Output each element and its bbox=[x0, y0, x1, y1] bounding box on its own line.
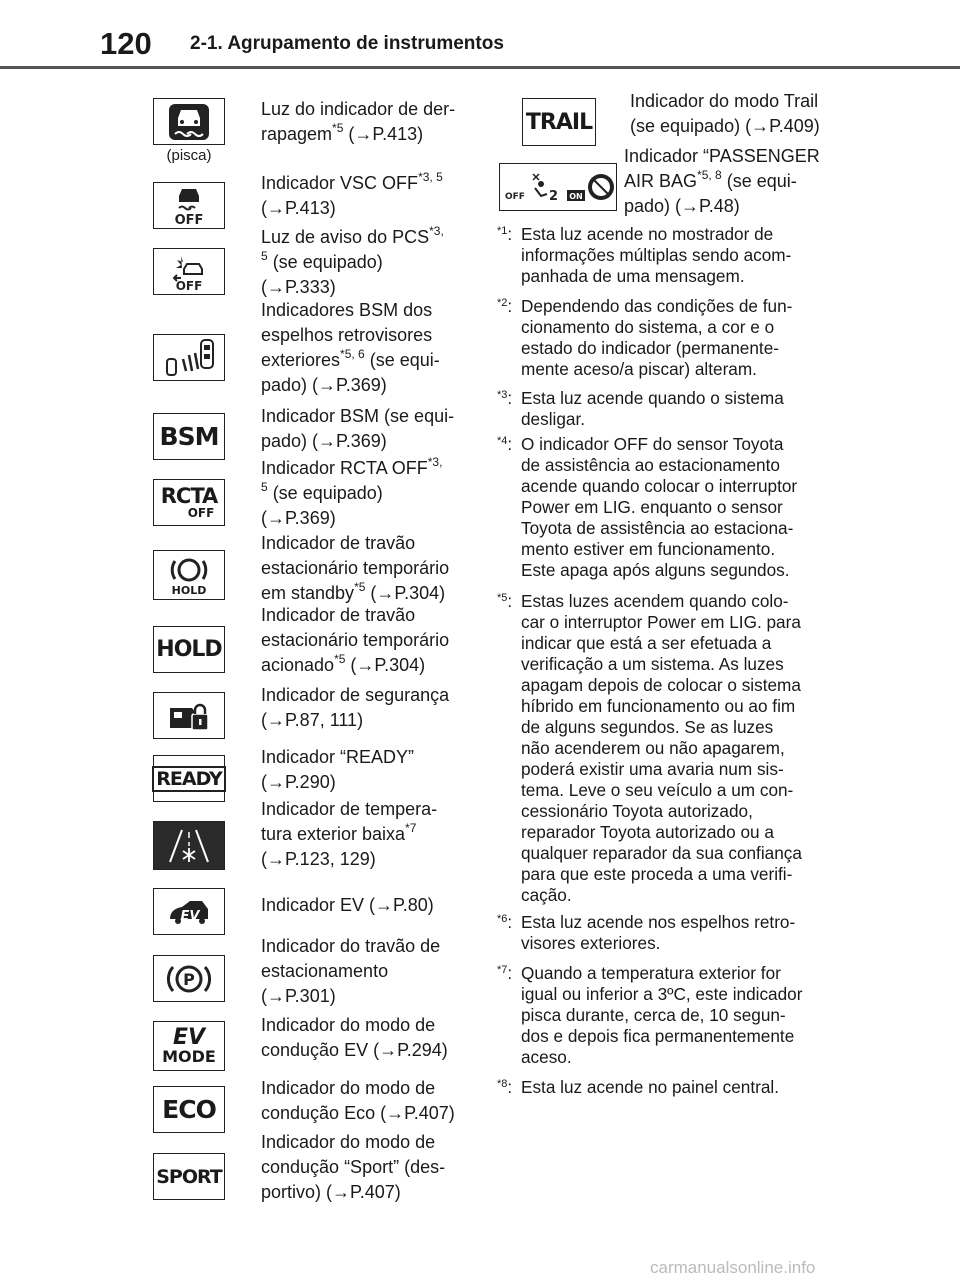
p-label: P bbox=[183, 969, 195, 989]
footnote-line: Toyota de assistência ao estaciona- bbox=[521, 518, 794, 538]
footnote-line: Dependendo das condições de fun- bbox=[521, 296, 793, 316]
item-text: Indicador RCTA $OFF^{*3,}$ $^5$ (se equipado) (→P.369) bbox=[261, 455, 443, 528]
footnote-line: acende quando colocar o interruptor bbox=[521, 476, 798, 496]
brake-hold-active-icon: HOLD bbox=[153, 626, 225, 673]
footnote-line: poderá existir uma avaria num sis- bbox=[521, 759, 784, 779]
ready-icon: READY bbox=[153, 755, 225, 802]
security-icon bbox=[153, 692, 225, 739]
item-text: Indicador de travão estacionário temporário acionado$^{*5}$ (→P.304) bbox=[261, 605, 450, 675]
airbag-on-label: ON bbox=[569, 192, 583, 201]
footnote-line: panhada de uma mensagem. bbox=[521, 266, 745, 286]
footnote-line: Esta luz acende no painel central. bbox=[521, 1077, 779, 1097]
footnote-line: verificação a um sistema. As luzes bbox=[521, 654, 784, 674]
footnote bbox=[497, 963, 837, 1068]
vsc-off-icon bbox=[153, 182, 225, 229]
footnote bbox=[497, 591, 837, 906]
item-text: Indicador do travão de estacionamento (→P.301) bbox=[261, 936, 441, 1006]
item-text: Luz de aviso do $PCS^{*3,}$ $^5$ (se equipado) (→P.333) bbox=[261, 224, 444, 297]
footnote-mark: $^{*1}$: bbox=[497, 224, 513, 244]
icon-caption: (pisca) bbox=[166, 147, 212, 164]
trail-mode-icon: TRAIL bbox=[522, 98, 596, 146]
footnote bbox=[497, 224, 837, 287]
section-title: 2-1. Agrupamento de instrumentos bbox=[190, 33, 504, 54]
bsm-icon: BSM bbox=[153, 413, 225, 460]
footnote-mark: $^{*2}$: bbox=[497, 296, 513, 316]
item-text: Indicador VSC OFF$^{*3, 5}$ (→P.413) bbox=[261, 170, 443, 218]
footnote-line: car o interruptor Power em LIG. para bbox=[521, 612, 801, 632]
footnote-mark: $^{*3}$: bbox=[497, 388, 513, 408]
item-text: Indicador EV (→P.80) bbox=[261, 895, 434, 915]
footnote bbox=[497, 912, 837, 954]
footnote-line: para que este proceda a uma verifi- bbox=[521, 864, 793, 884]
item-text: Indicador “PASSENGER AIR BAG$^{*5, 8}$ (se equi- pado) (→P.48) bbox=[624, 146, 820, 216]
skid-indicator-icon bbox=[153, 98, 225, 145]
footnote-mark: $^{*8}$: bbox=[497, 1077, 513, 1097]
brake-hold-standby-icon: HOLD bbox=[153, 550, 225, 600]
footnote-line: Esta luz acende quando o sistema bbox=[521, 388, 784, 408]
svg-text:OFF: OFF bbox=[174, 212, 204, 226]
header-rule bbox=[0, 66, 960, 69]
item-text: Indicador “READY” (→P.290) bbox=[261, 747, 415, 792]
ev-mode-icon: EV MODE bbox=[153, 1021, 225, 1071]
footnote bbox=[497, 296, 837, 380]
footnote-line: Power em LIG. enquanto o sensor bbox=[521, 497, 783, 517]
item-text: Luz do indicador de der- rapagem$^{*5}$ (→P.413) bbox=[261, 99, 456, 144]
parking-brake-icon bbox=[153, 955, 225, 1002]
footnote-mark: $^{*5}$: bbox=[497, 591, 513, 611]
footnote-line: informações múltiplas sendo acom- bbox=[521, 245, 792, 265]
footnote-line: Esta luz acende no mostrador de bbox=[521, 224, 774, 244]
item-text: Indicadores BSM dos espelhos retrovisores exteriores$^{*5, 6}$ (se equi- pado) (→P.369) bbox=[261, 300, 440, 395]
footnote-line: reparador Toyota autorizado ou a bbox=[521, 822, 774, 842]
page-header bbox=[0, 0, 960, 70]
airbag-2-label: 2 bbox=[549, 189, 559, 204]
footnote-line: igual ou inferior a 3ºC, este indicador bbox=[521, 984, 803, 1004]
item-text: Indicador de tempera- tura exterior baixa$^{*7}$ (→P.123, 129) bbox=[261, 799, 438, 869]
sport-mode-icon: SPORT bbox=[153, 1153, 225, 1200]
footnote-line: tema. Leve o seu veículo a um con- bbox=[521, 780, 794, 800]
ev-icon bbox=[153, 888, 225, 935]
footnote-line: Este apaga após alguns segundos. bbox=[521, 560, 790, 580]
footnote-line: Esta luz acende nos espelhos retro- bbox=[521, 912, 796, 932]
pcs-warning-icon bbox=[153, 248, 225, 295]
footnote-line: aceso. bbox=[521, 1047, 572, 1067]
airbag-off-label: OFF bbox=[505, 192, 525, 202]
footnote-mark: $^{*7}$: bbox=[497, 963, 513, 983]
footnote bbox=[497, 434, 837, 581]
ev-label: EV bbox=[180, 908, 200, 924]
footnote-line: visores exteriores. bbox=[521, 933, 661, 953]
footnote-line: O indicador OFF do sensor Toyota bbox=[521, 434, 784, 454]
bsm-mirror-icon bbox=[153, 334, 225, 381]
watermark: carmanualsonline.info bbox=[650, 1258, 816, 1277]
item-text: Indicador de travão estacionário temporário em standby$^{*5}$ (→P.304) bbox=[261, 533, 450, 603]
low-temp-icon bbox=[153, 821, 225, 870]
footnote-line: qualquer reparador da sua confiança bbox=[521, 843, 802, 863]
footnote-line: mento estiver em funcionamento. bbox=[521, 539, 776, 559]
footnote-line: estado do indicador (permanente- bbox=[521, 338, 779, 358]
footnote-line: indicar que está a ser efetuada a bbox=[521, 633, 772, 653]
item-text: Indicador do modo de condução EV (→P.294) bbox=[261, 1015, 448, 1060]
footnote-line: Quando a temperatura exterior for bbox=[521, 963, 781, 983]
item-text: Indicador do modo de condução “Sport” (des- portivo) (→P.407) bbox=[261, 1132, 446, 1202]
footnote bbox=[497, 1077, 837, 1098]
item-text: Indicador BSM (se equi- pado) (→P.369) bbox=[261, 406, 455, 451]
footnote-line: cação. bbox=[521, 885, 572, 905]
footnote-line: cionamento do sistema, a cor e o bbox=[521, 317, 775, 337]
footnote-line: dos e depois fica permanentemente bbox=[521, 1026, 795, 1046]
footnote-line: de alguns segundos. Se as luzes bbox=[521, 717, 774, 737]
footnote-line: híbrido em funcionamento ou ao fim bbox=[521, 696, 796, 716]
footnote-mark: $^{*6}$: bbox=[497, 912, 513, 932]
item-text: Indicador de segurança (→P.87, 111) bbox=[261, 685, 450, 730]
svg-text:OFF: OFF bbox=[175, 278, 203, 292]
footnote-line: pisca durante, cerca de, 10 segun- bbox=[521, 1005, 786, 1025]
footnote-line: não acenderem ou não apagarem, bbox=[521, 738, 785, 758]
footnote-line: apagam depois de colocar o sistema bbox=[521, 675, 801, 695]
item-text: Indicador do modo Trail (se equipado) (→P.409) bbox=[630, 91, 820, 136]
footnote bbox=[497, 388, 837, 430]
page-number: 120 bbox=[100, 26, 152, 61]
footnote-mark: $^{*4}$: bbox=[497, 434, 513, 454]
passenger-airbag-icon bbox=[499, 163, 617, 211]
footnote-line: Estas luzes acendem quando colo- bbox=[521, 591, 789, 611]
item-text: Indicador do modo de condução Eco (→P.407) bbox=[261, 1078, 455, 1123]
eco-mode-icon: ECO bbox=[153, 1086, 225, 1133]
footnote-line: de assistência ao estacionamento bbox=[521, 455, 780, 475]
footnote-line: mente aceso/a piscar) alteram. bbox=[521, 359, 757, 379]
rcta-off-icon: RCTA OFF bbox=[153, 479, 225, 526]
footnote-line: cessionário Toyota autorizado, bbox=[521, 801, 753, 821]
footnote-line: desligar. bbox=[521, 409, 586, 429]
